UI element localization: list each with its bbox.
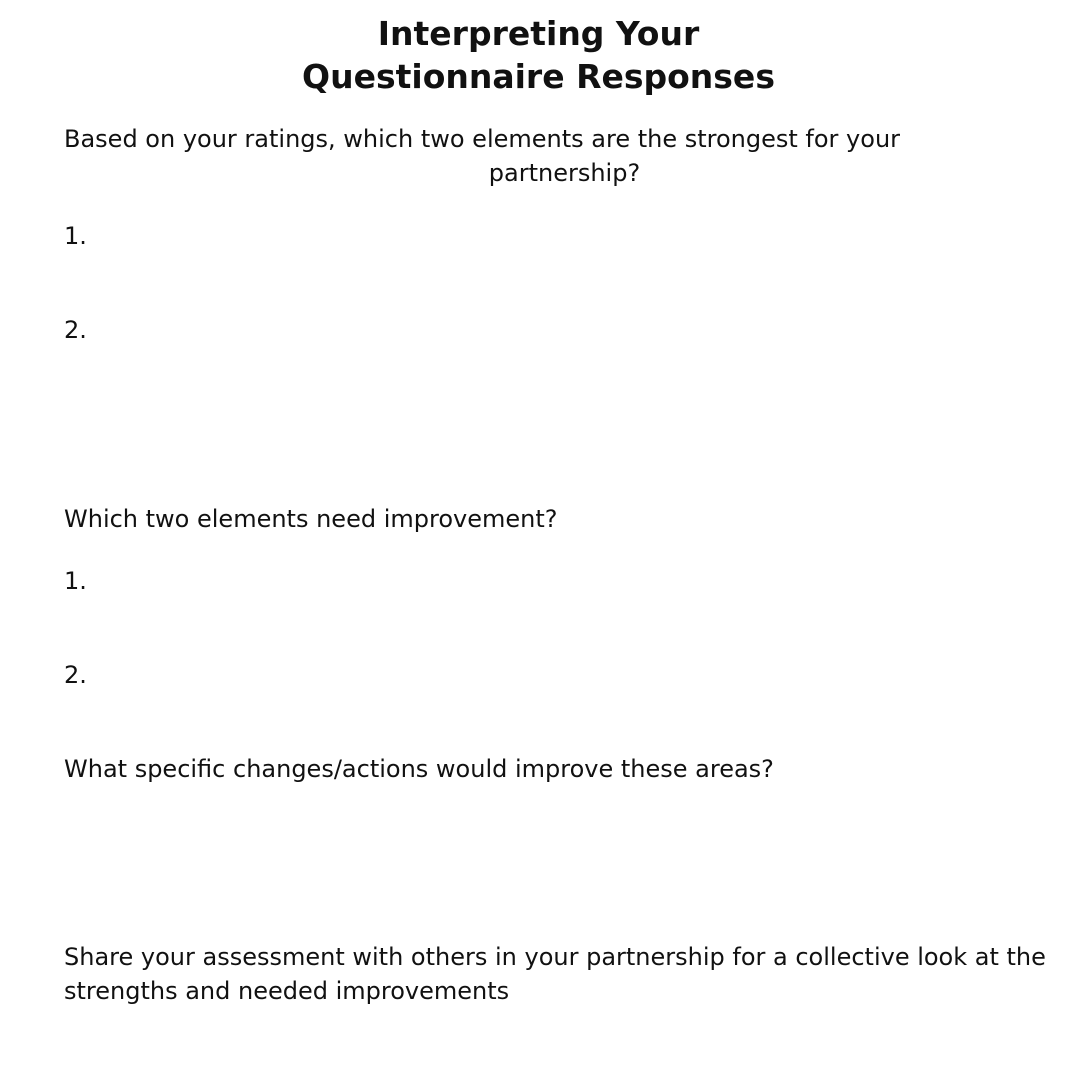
question-strongest-line2: partnership? (488, 159, 641, 187)
page-title-line1: Interpreting Your (377, 14, 700, 53)
strongest-item-1: 1. (64, 222, 87, 250)
share-assessment-line2: strengths and needed improvements (64, 977, 510, 1005)
question-changes: What specific changes/actions would improve these areas? (64, 755, 774, 783)
question-improvement: Which two elements need improvement? (64, 505, 558, 533)
question-strongest-line1: Based on your ratings, which two elements are the strongest for your (64, 125, 901, 153)
strongest-item-2: 2. (64, 316, 87, 344)
improvement-item-2: 2. (64, 661, 87, 689)
improvement-item-1: 1. (64, 567, 87, 595)
share-assessment-line1: Share your assessment with others in your partnership for a collective look at the (64, 943, 1046, 971)
page-title-line2: Questionnaire Responses (302, 57, 775, 96)
